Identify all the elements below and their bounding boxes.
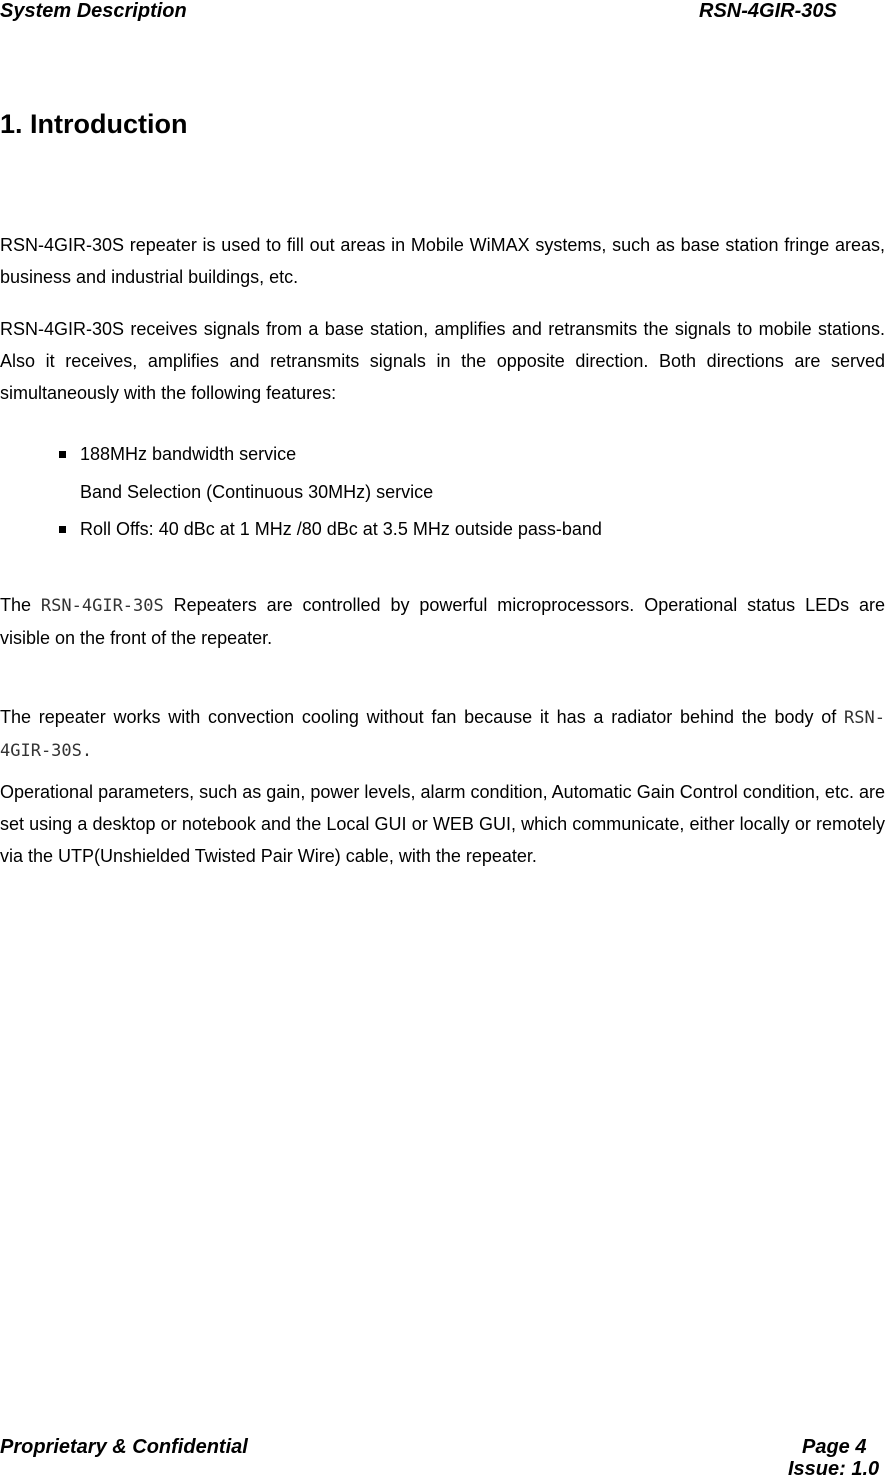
model-name-inline: RSN-4GIR-30S — [40, 596, 164, 616]
paragraph-3-rest: Repeaters are controlled by powerful microprocessors. Operational status LEDs are visible on the front of the repeater. — [0, 595, 885, 648]
header-model-name: RSN-4GIR-30S — [699, 0, 837, 22]
feature-text: 188MHz bandwidth service — [80, 444, 297, 464]
intro-paragraph-2: RSN-4GIR-30S receives signals from a base station, amplifies and retransmits the signals to mobile stations. Also it receives, amplifies and retransmits signals in the opposite direction. Both directions are served simultaneously with the following features: — [0, 319, 885, 403]
feature-list-item — [0, 513, 885, 545]
section-heading: 1. Introduction — [0, 109, 188, 139]
feature-text: Roll Offs: 40 dBc at 1 MHz /80 dBc at 3.5 MHz outside pass-band — [80, 519, 602, 539]
model-name-inline: RSN-4GIR-30S. — [0, 708, 885, 761]
paragraph-3-lead: The — [0, 595, 41, 615]
intro-paragraph-4 — [0, 701, 885, 767]
intro-paragraph-3 — [0, 589, 885, 654]
square-bullet-icon — [59, 526, 66, 533]
intro-paragraph-1: RSN-4GIR-30S repeater is used to fill out areas in Mobile WiMAX systems, such as base station fringe areas, business and industrial buildings, etc. — [0, 235, 885, 287]
footer-confidential-label: Proprietary & Confidential — [0, 1436, 248, 1458]
footer-issue-number: Issue: 1.0 — [788, 1458, 880, 1480]
paragraph-4-text: The repeater works with convection cooling without fan because it has a radiator behind the body of — [0, 707, 845, 727]
feature-list-item — [0, 438, 885, 470]
feature-text: Band Selection (Continuous 30MHz) service — [80, 482, 434, 502]
header-document-title: System Description — [0, 0, 187, 22]
intro-paragraph-5: Operational parameters, such as gain, power levels, alarm condition, Automatic Gain Control condition, etc. are set using a desktop or notebook and the Local GUI or WEB GUI, which communicate, either locally or remotely via the UTP(Unshielded Twisted Pair Wire) cable, with the repeater. — [0, 782, 885, 866]
square-bullet-icon — [59, 451, 66, 458]
feature-list-item — [0, 476, 885, 508]
footer-page-number: Page 4 — [802, 1436, 867, 1458]
